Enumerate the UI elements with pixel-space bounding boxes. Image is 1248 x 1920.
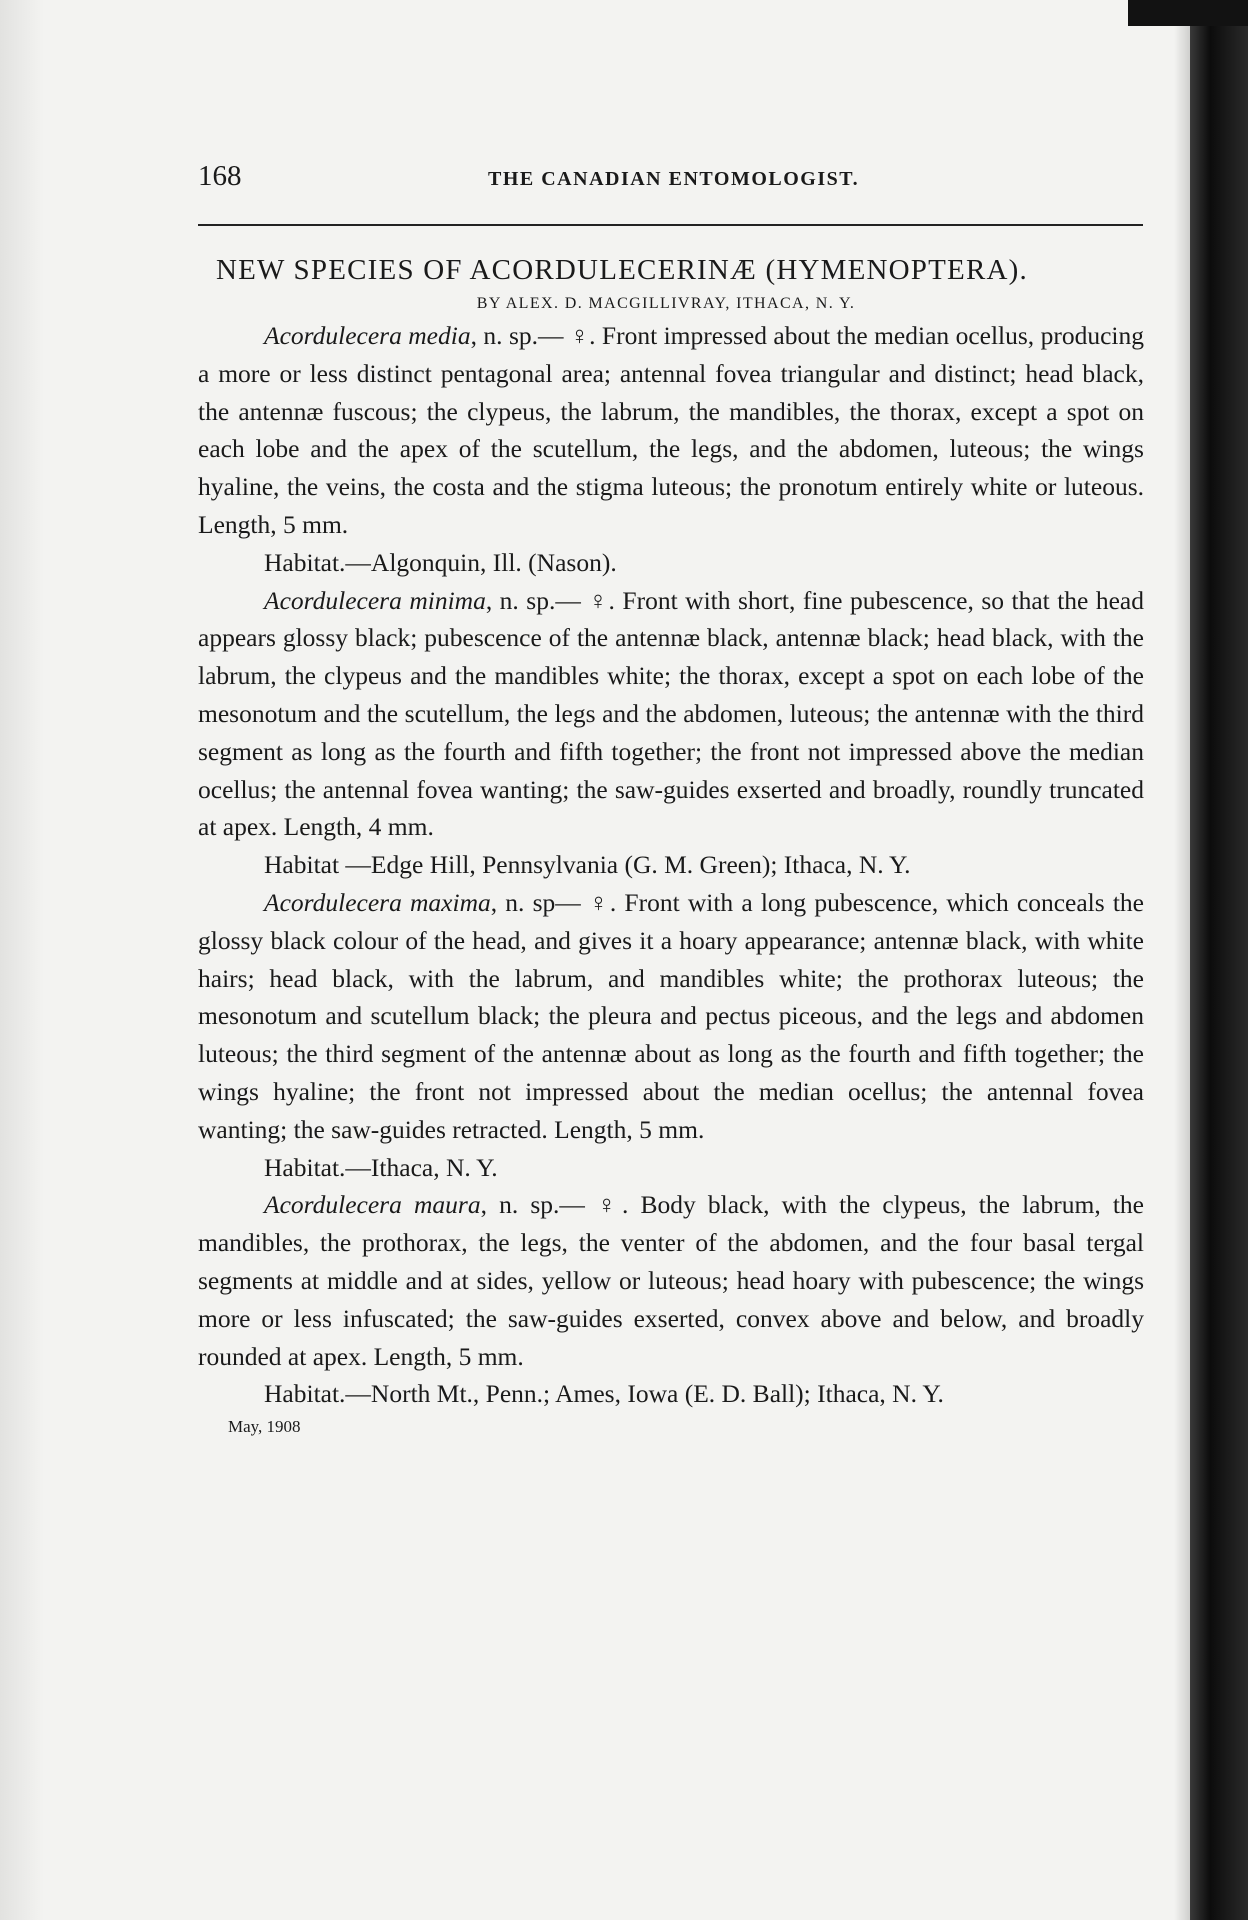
species-text: Front with short, fine pubescence, so that the head appears glossy black; pubescence of the antennæ black, antennæ black; head black, with the labrum, the clypeus and the mandibles white; the thorax, except a spot on each lobe of the mesonotum and the scutellum, the legs and the abdomen, luteous; the antennæ with the third segment as long as the fourth and fifth together; the front not impressed above the median ocellus; the antennal fovea wanting; the saw-guides exserted and broadly, roundly truncated at apex. Length, 4 mm. bbox=[198, 585, 1144, 842]
species-designation: , n. sp.— ♀. bbox=[480, 1190, 629, 1220]
species-text: Front with a long pubescence, which conceals the glossy black colour of the head, and gives it a hoary appearance; antennæ black, with white hairs; head black, with the labrum, and mandibles white; the prothorax luteous; the mesonotum and scutellum black; the pleura and pectus piceous, and the legs and abdomen luteous; the third segment of the antennæ about as long as the fourth and fifth together; the wings hyaline; the front not impressed about the median ocellus; the antennal fovea wanting; the saw-guides retracted. Length, 5 mm. bbox=[198, 887, 1144, 1144]
species-text: Front impressed about the median ocellus, producing a more or less distinct pentagonal area; antennal fovea triangular and distinct; head black, the antennæ fuscous; the clypeus, the labrum, the mandibles, the thorax, except a spot on each lobe and the apex of the scutellum, the legs, and the abdomen, luteous; the wings hyaline, the veins, the costa and the stigma luteous; the pronotum entirely white or luteous. Length, 5 mm. bbox=[198, 321, 1144, 539]
journal-title: THE CANADIAN ENTOMOLOGIST. bbox=[488, 168, 860, 190]
species-description bbox=[198, 884, 1144, 1149]
header-rule bbox=[198, 224, 1143, 226]
species-name: Acordulecera minima bbox=[264, 585, 486, 615]
species-designation: , n. sp.— ♀. bbox=[485, 585, 615, 615]
species-name: Acordulecera maxima bbox=[264, 887, 491, 917]
scan-right-border bbox=[1190, 0, 1248, 1920]
document-page bbox=[198, 160, 1144, 1437]
species-habitat: Habitat.—Algonquin, Ill. (Nason). bbox=[264, 547, 617, 577]
species-habitat: Habitat —Edge Hill, Pennsylvania (G. M. Green); Ithaca, N. Y. bbox=[264, 850, 911, 880]
species-description bbox=[198, 317, 1144, 544]
article-body bbox=[198, 317, 1144, 1413]
species-designation: , n. sp— ♀. bbox=[490, 887, 617, 917]
species-text: Body black, with the clypeus, the labrum, the mandibles, the prothorax, the legs, the venter of the abdomen, and the four basal tergal segments at middle and at sides, yellow or luteous; head hoary with pubescence; the wings more or less infuscated; the saw-guides exserted, convex above and below, and broadly rounded at apex. Length, 5 mm. bbox=[198, 1190, 1144, 1371]
running-head bbox=[198, 160, 1144, 204]
species-habitat: Habitat.—Ithaca, N. Y. bbox=[264, 1152, 498, 1182]
species-name: Acordulecera media bbox=[264, 321, 471, 350]
species-habitat: Habitat.—North Mt., Penn.; Ames, Iowa (E. D. Ball); Ithaca, N. Y. bbox=[264, 1379, 944, 1409]
scan-top-corner bbox=[1128, 0, 1248, 26]
article-title: NEW SPECIES OF ACORDULECERINÆ (HYMENOPTERA). bbox=[216, 254, 1028, 286]
species-description bbox=[198, 582, 1144, 847]
page-left-margin bbox=[0, 0, 44, 1920]
issue-date: May, 1908 bbox=[228, 1417, 301, 1437]
page-number: 168 bbox=[198, 160, 242, 192]
species-description bbox=[198, 1186, 1144, 1375]
species-name: Acordulecera maura bbox=[264, 1190, 481, 1220]
article-byline: BY ALEX. D. MACGILLIVRAY, ITHACA, N. Y. bbox=[476, 295, 856, 312]
page-right-shadow bbox=[1174, 0, 1190, 1920]
species-designation: , n. sp.— ♀. bbox=[470, 321, 596, 350]
